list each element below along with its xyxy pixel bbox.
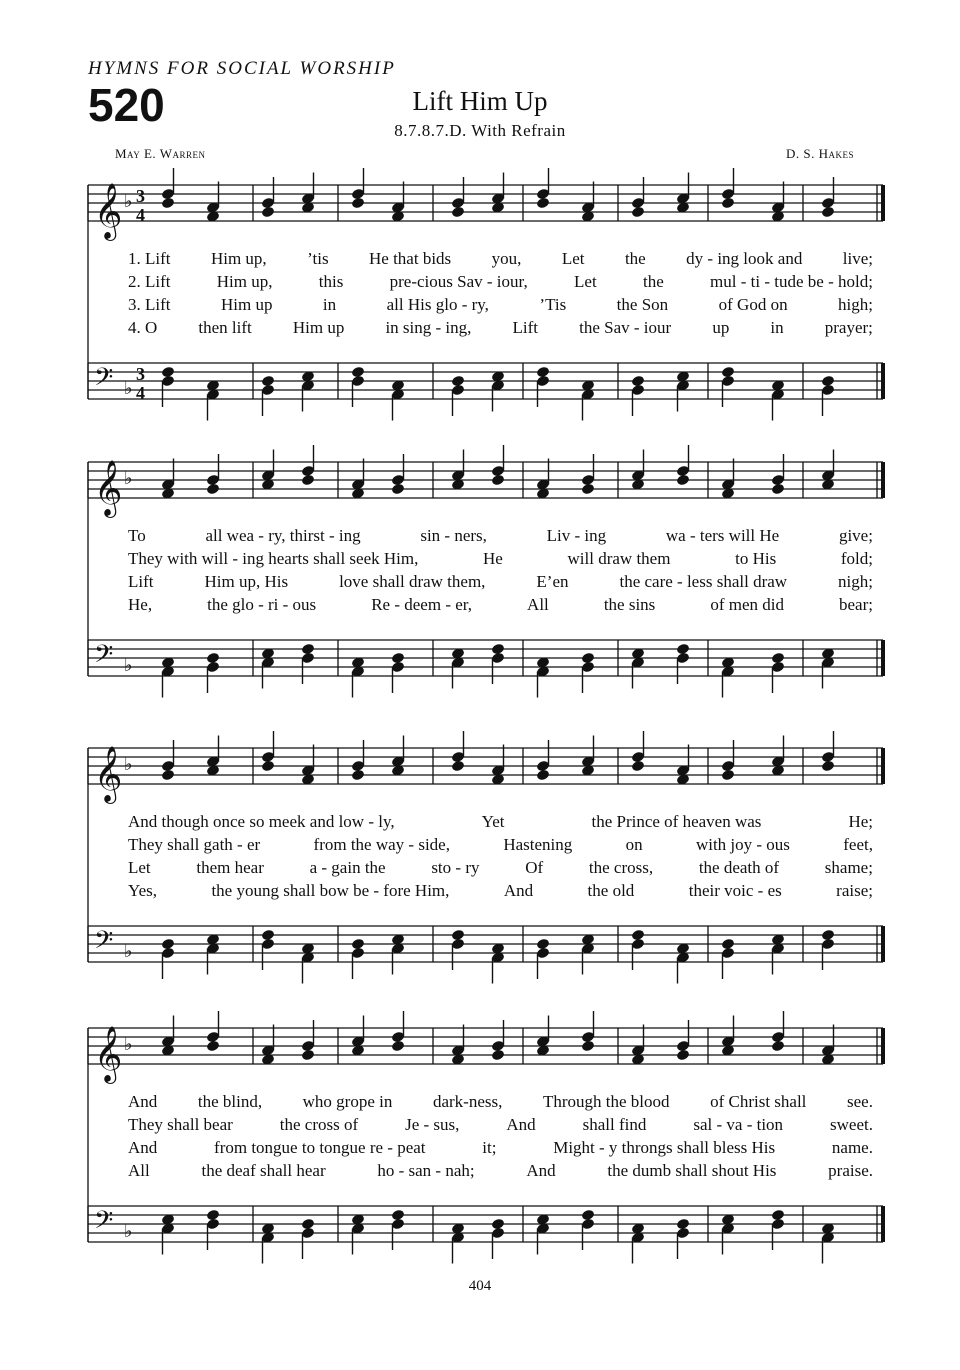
lyric-syllable: the cross of [279, 1115, 359, 1134]
lyric-syllable: Through the blood [542, 1092, 670, 1111]
music-system [88, 175, 883, 415]
lyric-line-verse-2 [128, 1113, 873, 1136]
flat-key-signature-icon: ♭ [124, 1221, 133, 1242]
flat-key-signature-icon: ♭ [124, 1034, 133, 1055]
bass-staff [88, 926, 883, 984]
lyric-syllable: high; [838, 295, 873, 314]
note-head [821, 760, 835, 773]
lyric-syllable: prayer; [824, 318, 873, 337]
bass-staff [88, 363, 883, 421]
lyric-syllable: 4. O [128, 318, 158, 337]
note-head [491, 474, 505, 487]
treble-staff [88, 445, 883, 518]
lyric-line-verse-3 [128, 570, 873, 593]
lyric-syllable: Re - deem - er, [371, 595, 473, 614]
note-head [301, 1049, 315, 1062]
note-head [676, 474, 690, 487]
lyrics-block [128, 1090, 873, 1182]
note-head [771, 483, 785, 496]
lyric-syllable: Liv - ing [546, 526, 607, 545]
lyric-syllable: it; [482, 1138, 497, 1157]
lyric-syllable: the deaf shall hear [201, 1161, 326, 1180]
hymn-number: 520 [88, 79, 165, 131]
music-system [88, 738, 883, 978]
note-head [261, 760, 275, 773]
lyric-syllable: shame; [824, 858, 873, 877]
music-system [88, 452, 883, 692]
note-head [721, 769, 735, 782]
lyric-syllable: Lift [128, 572, 154, 591]
lyric-syllable: you, [491, 249, 522, 268]
lyric-syllable: the young shall bow be - fore Him, [211, 881, 450, 900]
lyric-syllable: All [527, 595, 549, 614]
lyric-syllable: And though once so meek and low - ly, [128, 812, 395, 831]
lyric-syllable: all wea - ry, thirst - ing [205, 526, 361, 545]
lyric-syllable: the [624, 249, 646, 268]
bass-staff [88, 1206, 883, 1264]
lyric-syllable: Him up, [216, 272, 273, 291]
lyric-syllable: praise. [828, 1161, 873, 1180]
lyric-line-verse-4 [128, 1159, 873, 1182]
note-head [451, 206, 465, 219]
lyric-syllable: dy - ing look and [686, 249, 803, 268]
lyric-syllable: in [770, 318, 784, 337]
note-head [161, 769, 175, 782]
lyric-line-verse-2 [128, 547, 873, 570]
lyric-syllable: He that bids [369, 249, 452, 268]
lyric-syllable: their voic - es [688, 881, 782, 900]
note-head [581, 1040, 595, 1053]
lyric-syllable: who grope in [302, 1092, 393, 1111]
lyric-line-verse-2 [128, 833, 873, 856]
lyric-syllable: the old [587, 881, 635, 900]
lyric-line-verse-1 [128, 1090, 873, 1113]
lyric-syllable: Him up, His [204, 572, 289, 591]
note-head [206, 483, 220, 496]
note-head [351, 769, 365, 782]
lyric-syllable: the Son [616, 295, 669, 314]
lyric-syllable: love shall draw them, [339, 572, 486, 591]
lyric-syllable: see. [846, 1092, 873, 1111]
bass-clef-icon: 𝄢 [94, 363, 114, 398]
lyric-syllable: live; [842, 249, 873, 268]
time-signature-bottom: 4 [136, 205, 145, 225]
lyric-syllable: the Sav - iour [579, 318, 672, 337]
note-head [721, 197, 735, 210]
lyric-syllable: this [318, 272, 344, 291]
treble-staff [88, 1011, 883, 1084]
flat-key-signature-icon: ♭ [124, 378, 133, 399]
music-system [88, 1018, 883, 1258]
lyric-syllable: 2. Lift [128, 272, 171, 291]
lyric-syllable: And [503, 881, 534, 900]
lyric-syllable: feet, [843, 835, 873, 854]
note-head [206, 1040, 220, 1053]
lyric-syllable: nigh; [838, 572, 873, 591]
lyric-syllable: He, [128, 595, 153, 614]
lyric-syllable: bear; [839, 595, 873, 614]
note-head [351, 197, 365, 210]
lyric-syllable: Let [574, 272, 597, 291]
treble-clef-icon: 𝄞 [94, 1026, 123, 1082]
treble-clef-icon: 𝄞 [94, 460, 123, 516]
hymn-meter: 8.7.8.7.D. With Refrain [394, 121, 566, 140]
lyric-syllable: on [625, 835, 643, 854]
lyric-syllable: Hastening [503, 835, 573, 854]
lyric-line-verse-3 [128, 1136, 873, 1159]
lyric-syllable: a - gain the [309, 858, 386, 877]
hymn-title-text: Lift Him Up [412, 86, 548, 116]
treble-clef-icon: 𝄞 [94, 183, 123, 239]
note-head [391, 1040, 405, 1053]
note-head [631, 760, 645, 773]
lyric-line-verse-3 [128, 856, 873, 879]
lyric-syllable: 1. Lift [128, 249, 171, 268]
lyric-syllable: the dumb shall shout His [607, 1161, 777, 1180]
note-head [536, 197, 550, 210]
lyric-syllable: will draw them [567, 549, 671, 568]
lyric-syllable: the death of [698, 858, 780, 877]
time-signature-top: 3 [136, 364, 145, 384]
treble-clef-icon: 𝄞 [94, 746, 123, 802]
note-head [451, 760, 465, 773]
time-signature-bottom: 4 [136, 383, 145, 403]
lyric-syllable: with joy - ous [695, 835, 790, 854]
lyric-syllable: wa - ters will He [665, 526, 780, 545]
lyric-syllable: Him up, [210, 249, 267, 268]
lyric-syllable: in [322, 295, 337, 314]
note-head [771, 1040, 785, 1053]
note-head [536, 769, 550, 782]
lyric-syllable: Yet [481, 812, 505, 831]
lyric-syllable: shall find [582, 1115, 647, 1134]
lyric-syllable: sal - va - tion [693, 1115, 784, 1134]
lyric-syllable: Might - y throngs shall bless His [553, 1138, 776, 1157]
lyric-syllable: And [128, 1092, 158, 1111]
lyric-syllable: mul - ti - tude be - hold; [710, 272, 873, 291]
lyric-syllable: Je - sus, [405, 1115, 460, 1134]
lyric-syllable: in sing - ing, [385, 318, 472, 337]
page-number: 404 [468, 1278, 492, 1294]
lyric-syllable: Let [561, 249, 585, 268]
lyric-syllable: He [483, 549, 503, 568]
lyric-syllable: 3. Lift [128, 295, 171, 314]
lyric-syllable: And [506, 1115, 536, 1134]
lyric-line-verse-4 [128, 593, 873, 616]
time-signature-top: 3 [136, 186, 145, 206]
bass-clef-icon: 𝄢 [94, 1206, 114, 1241]
lyric-syllable: Him up [292, 318, 345, 337]
lyric-syllable: ’tis [307, 249, 329, 268]
lyric-syllable: the cross, [588, 858, 654, 877]
treble-staff [88, 731, 883, 804]
lyric-syllable: of God on [718, 295, 788, 314]
lyric-syllable: Lift [512, 318, 539, 337]
lyric-syllable: They with will - ing hearts shall seek Him, [128, 549, 419, 568]
flat-key-signature-icon: ♭ [124, 941, 133, 962]
lyric-syllable: And [128, 1138, 158, 1157]
lyric-syllable: All [128, 1161, 150, 1180]
lyric-syllable: ’Tis [539, 295, 567, 314]
lyric-syllable: They shall bear [128, 1115, 233, 1134]
note-head [391, 483, 405, 496]
lyric-syllable: Him up [220, 295, 273, 314]
lyric-syllable: E’en [536, 572, 569, 591]
lyric-syllable: Yes, [128, 881, 157, 900]
lyric-syllable: the [642, 272, 664, 291]
lyric-syllable: the glo - ri - ous [207, 595, 317, 614]
flat-key-signature-icon: ♭ [124, 754, 133, 775]
lyrics-block [128, 810, 873, 902]
note-head [161, 197, 175, 210]
lyric-syllable: name. [831, 1138, 873, 1157]
lyric-syllable: To [128, 526, 146, 545]
lyric-syllable: the blind, [197, 1092, 263, 1111]
lyric-syllable: sin - ners, [420, 526, 487, 545]
lyric-syllable: up [712, 318, 730, 337]
bass-clef-icon: 𝄢 [94, 640, 114, 675]
hymn-composer: D. S. Hakes [785, 146, 854, 161]
lyric-syllable: pre-cious Sav - iour, [389, 272, 528, 291]
lyric-syllable: sweet. [830, 1115, 873, 1134]
lyric-syllable: Let [128, 858, 151, 877]
lyric-syllable: from tongue to tongue re - peat [214, 1138, 426, 1157]
hymn-author: May E. Warren [115, 146, 206, 161]
lyric-syllable: then lift [198, 318, 252, 337]
lyric-line-verse-1 [128, 524, 873, 547]
treble-staff [88, 168, 883, 241]
bass-clef-icon: 𝄢 [94, 926, 114, 961]
lyric-syllable: raise; [836, 881, 873, 900]
bass-staff [88, 640, 883, 698]
lyric-syllable: He; [848, 812, 873, 831]
lyric-syllable: ho - san - nah; [377, 1161, 475, 1180]
lyric-syllable: dark-ness, [432, 1092, 503, 1111]
lyric-syllable: the sins [603, 595, 656, 614]
lyric-line-verse-1 [128, 247, 873, 270]
lyric-syllable: of men did [710, 595, 784, 614]
lyric-syllable: the Prince of heaven was [591, 812, 762, 831]
lyric-line-verse-1 [128, 810, 873, 833]
lyric-syllable: all His glo - ry, [386, 295, 489, 314]
lyric-syllable: from the way - side, [313, 835, 450, 854]
lyric-syllable: of Christ shall [710, 1092, 807, 1111]
flat-key-signature-icon: ♭ [124, 468, 133, 489]
note-head [631, 206, 645, 219]
lyrics-block [128, 247, 873, 339]
lyric-syllable: give; [838, 526, 873, 545]
lyrics-block [128, 524, 873, 616]
lyric-syllable: sto - ry [431, 858, 480, 877]
note-head [301, 474, 315, 487]
hymn-title [0, 86, 960, 117]
note-head [676, 1049, 690, 1062]
lyric-syllable: And [526, 1161, 556, 1180]
lyric-syllable: to His [735, 549, 777, 568]
lyric-syllable: Of [525, 858, 544, 877]
lyric-syllable: They shall gath - er [128, 835, 261, 854]
note-head [581, 483, 595, 496]
lyric-syllable: the care - less shall draw [619, 572, 788, 591]
lyric-syllable: fold; [840, 549, 873, 568]
section-title: HYMNS FOR SOCIAL WORSHIP [88, 58, 396, 79]
flat-key-signature-icon: ♭ [124, 655, 133, 676]
note-head [821, 206, 835, 219]
lyric-line-verse-4 [128, 879, 873, 902]
lyric-line-verse-2 [128, 270, 873, 293]
note-head [261, 206, 275, 219]
lyric-syllable: them hear [196, 858, 264, 877]
lyric-line-verse-3 [128, 293, 873, 316]
note-head [491, 1049, 505, 1062]
flat-key-signature-icon: ♭ [124, 191, 133, 212]
lyric-line-verse-4 [128, 316, 873, 339]
